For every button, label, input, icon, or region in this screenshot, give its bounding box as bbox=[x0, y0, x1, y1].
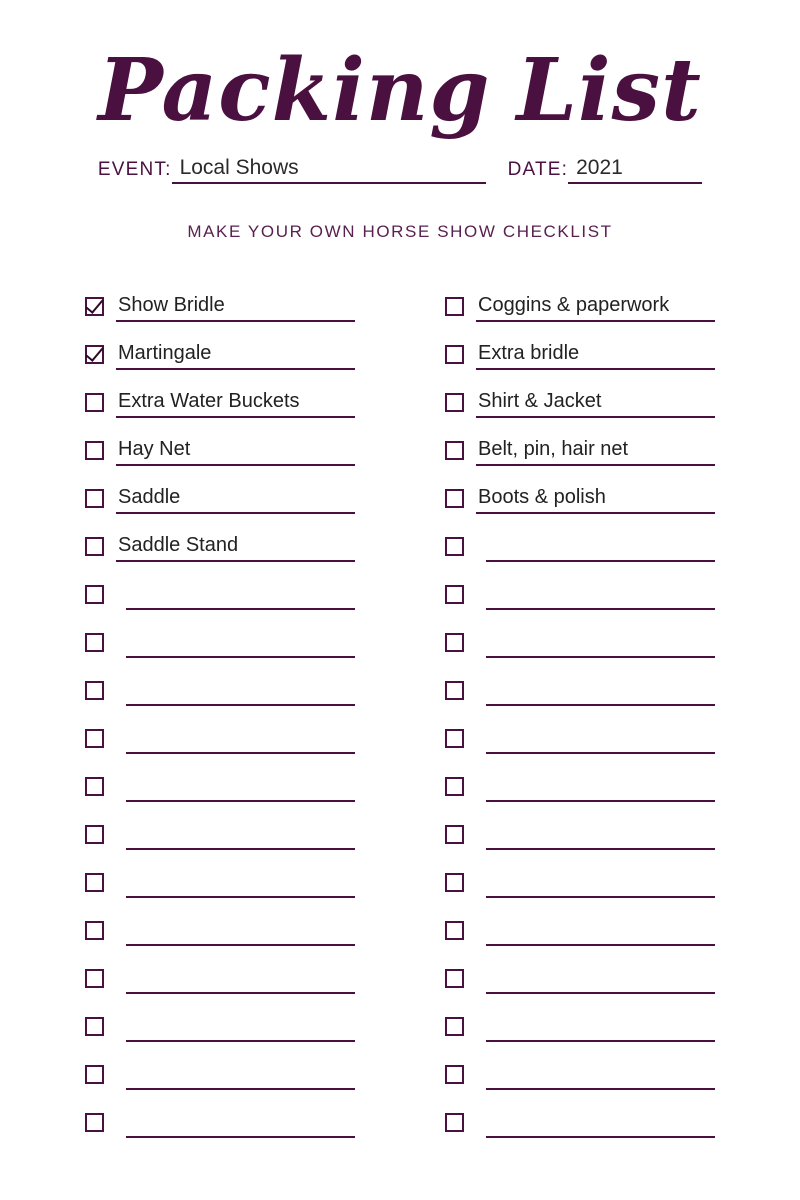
checklist-item-line[interactable] bbox=[126, 1062, 355, 1090]
checklist-item-line[interactable] bbox=[126, 726, 355, 754]
checklist-item-label: Saddle bbox=[118, 486, 181, 509]
checklist-item-label: Belt, pin, hair net bbox=[478, 438, 629, 461]
checkbox-icon[interactable] bbox=[445, 1113, 464, 1132]
checklist-item-line[interactable] bbox=[486, 630, 715, 658]
page-title-word-packing: Packing bbox=[98, 40, 491, 141]
checkbox-icon[interactable] bbox=[445, 393, 464, 412]
checkbox-icon[interactable] bbox=[445, 729, 464, 748]
checklist-item-label: Hay Net bbox=[118, 438, 191, 461]
checklist-item[interactable] bbox=[85, 466, 355, 514]
checklist-item-line[interactable] bbox=[486, 534, 715, 562]
checklist-item[interactable] bbox=[85, 706, 355, 754]
checklist-item-line[interactable] bbox=[486, 870, 715, 898]
checklist-item-line[interactable] bbox=[476, 341, 715, 370]
checklist-item-label bbox=[126, 702, 128, 704]
checkbox-icon[interactable] bbox=[85, 537, 104, 556]
checklist-column-left bbox=[85, 274, 355, 1138]
checklist-item-label bbox=[126, 1134, 128, 1136]
checklist-item-line[interactable] bbox=[486, 918, 715, 946]
checklist-item-line[interactable] bbox=[486, 774, 715, 802]
meta-row bbox=[0, 156, 800, 184]
checklist-item[interactable] bbox=[445, 754, 715, 802]
page-title bbox=[0, 0, 800, 141]
checkbox-checked-icon[interactable] bbox=[85, 345, 104, 364]
checkbox-icon[interactable] bbox=[445, 777, 464, 796]
checkbox-icon[interactable] bbox=[85, 393, 104, 412]
checklist-item-line[interactable] bbox=[476, 293, 715, 322]
checklist-item-label: Boots & polish bbox=[478, 486, 606, 509]
checklist-item[interactable] bbox=[445, 850, 715, 898]
checklist-item-line[interactable] bbox=[116, 293, 355, 322]
checklist-item-label bbox=[486, 654, 488, 656]
checklist-item[interactable] bbox=[85, 802, 355, 850]
event-field[interactable]: Local Shows bbox=[172, 156, 486, 184]
checklist-item-line[interactable] bbox=[116, 485, 355, 514]
checkbox-icon[interactable] bbox=[445, 921, 464, 940]
checkbox-icon[interactable] bbox=[85, 825, 104, 844]
checklist-item-line[interactable] bbox=[126, 774, 355, 802]
checklist-item-label bbox=[126, 1038, 128, 1040]
checklist-item-label bbox=[486, 1086, 488, 1088]
checklist-item[interactable] bbox=[445, 322, 715, 370]
checklist-item-line[interactable] bbox=[486, 1062, 715, 1090]
checklist-item-label: Extra bridle bbox=[478, 342, 580, 365]
checklist-item[interactable] bbox=[85, 1042, 355, 1090]
checklist-item[interactable] bbox=[445, 802, 715, 850]
checkbox-icon[interactable] bbox=[445, 633, 464, 652]
checkbox-icon[interactable] bbox=[445, 585, 464, 604]
checklist-item-label bbox=[126, 606, 128, 608]
checkbox-icon[interactable] bbox=[85, 1113, 104, 1132]
checklist-item[interactable] bbox=[445, 562, 715, 610]
checklist-item-label: Extra Water Buckets bbox=[118, 390, 300, 413]
checklist-item[interactable] bbox=[85, 610, 355, 658]
checklist-item[interactable] bbox=[445, 274, 715, 322]
checklist-item-line[interactable] bbox=[116, 533, 355, 562]
subtitle: MAKE YOUR OWN HORSE SHOW CHECKLIST bbox=[187, 222, 613, 242]
checklist-item-line[interactable] bbox=[486, 822, 715, 850]
checklist-item-line[interactable] bbox=[116, 389, 355, 418]
checkbox-icon[interactable] bbox=[85, 777, 104, 796]
checklist-item-line[interactable] bbox=[476, 389, 715, 418]
checklist-item-line[interactable] bbox=[126, 1110, 355, 1138]
checkbox-icon[interactable] bbox=[445, 825, 464, 844]
checkbox-icon[interactable] bbox=[85, 681, 104, 700]
page-title-word-list: List bbox=[516, 40, 702, 141]
checkbox-icon[interactable] bbox=[445, 1065, 464, 1084]
checklist-item-label bbox=[126, 942, 128, 944]
checkbox-icon[interactable] bbox=[445, 297, 464, 316]
checklist-item-label bbox=[126, 750, 128, 752]
checklist-item[interactable] bbox=[85, 322, 355, 370]
checklist-item-line[interactable] bbox=[486, 966, 715, 994]
checkbox-icon[interactable] bbox=[85, 969, 104, 988]
checklist-item-label bbox=[486, 702, 488, 704]
checkbox-icon[interactable] bbox=[445, 489, 464, 508]
checkbox-icon[interactable] bbox=[85, 585, 104, 604]
checklist-item[interactable] bbox=[85, 850, 355, 898]
checkbox-icon[interactable] bbox=[445, 441, 464, 460]
checklist-item-line[interactable] bbox=[126, 918, 355, 946]
checklist-item-label bbox=[126, 990, 128, 992]
checklist-item[interactable] bbox=[445, 706, 715, 754]
checklist-item[interactable] bbox=[85, 370, 355, 418]
checklist-item-line[interactable] bbox=[116, 341, 355, 370]
date-label: DATE: bbox=[507, 159, 569, 181]
checklist-item-line[interactable] bbox=[116, 437, 355, 466]
checkbox-icon[interactable] bbox=[445, 537, 464, 556]
checklist-item-line[interactable] bbox=[126, 1014, 355, 1042]
checklist-item-line[interactable] bbox=[476, 437, 715, 466]
checklist-item[interactable] bbox=[85, 658, 355, 706]
checklist-item-line[interactable] bbox=[476, 485, 715, 514]
checklist-item-label bbox=[486, 1038, 488, 1040]
checkbox-icon[interactable] bbox=[85, 1065, 104, 1084]
checklist-item-label bbox=[486, 558, 488, 560]
checkbox-checked-icon[interactable] bbox=[85, 297, 104, 316]
checkbox-icon[interactable] bbox=[85, 633, 104, 652]
checklist-item-label bbox=[126, 894, 128, 896]
checklist-item-label bbox=[126, 1086, 128, 1088]
checklist-item[interactable] bbox=[445, 418, 715, 466]
checklist-item-label bbox=[486, 990, 488, 992]
checklist-item[interactable] bbox=[85, 898, 355, 946]
checklist-item-label bbox=[486, 846, 488, 848]
checklist-item-label: Martingale bbox=[118, 342, 212, 365]
checklist-item-line[interactable] bbox=[126, 630, 355, 658]
checklist-item-line[interactable] bbox=[486, 678, 715, 706]
checkbox-icon[interactable] bbox=[445, 873, 464, 892]
checklist-item-line[interactable] bbox=[126, 822, 355, 850]
checklist-item-line[interactable] bbox=[486, 1110, 715, 1138]
checklist-column-right bbox=[445, 274, 715, 1138]
checklist-item[interactable] bbox=[445, 1042, 715, 1090]
checklist-item-line[interactable] bbox=[486, 582, 715, 610]
checkbox-icon[interactable] bbox=[445, 681, 464, 700]
checklist-columns bbox=[0, 274, 800, 1138]
checklist-item-label bbox=[486, 1134, 488, 1136]
checklist-item[interactable] bbox=[445, 610, 715, 658]
checkbox-icon[interactable] bbox=[85, 873, 104, 892]
checklist-item-label bbox=[486, 798, 488, 800]
checklist-item-label bbox=[486, 942, 488, 944]
checklist-item-label bbox=[486, 750, 488, 752]
checklist-item-label bbox=[126, 654, 128, 656]
checkbox-icon[interactable] bbox=[85, 1017, 104, 1036]
checklist-item-label bbox=[486, 894, 488, 896]
checklist-item[interactable] bbox=[445, 994, 715, 1042]
checklist-item-label: Show Bridle bbox=[118, 294, 225, 317]
checklist-item-line[interactable] bbox=[486, 726, 715, 754]
checklist-item[interactable] bbox=[85, 1090, 355, 1138]
checklist-item[interactable] bbox=[445, 1090, 715, 1138]
checklist-item-line[interactable] bbox=[126, 966, 355, 994]
checklist-item-label: Coggins & paperwork bbox=[478, 294, 670, 317]
checkbox-icon[interactable] bbox=[85, 729, 104, 748]
checklist-item[interactable] bbox=[445, 466, 715, 514]
checklist-item[interactable] bbox=[85, 754, 355, 802]
checkbox-icon[interactable] bbox=[85, 489, 104, 508]
checklist-item[interactable] bbox=[85, 418, 355, 466]
checklist-item[interactable] bbox=[85, 274, 355, 322]
checklist-item-label: Shirt & Jacket bbox=[478, 390, 602, 413]
checkbox-icon[interactable] bbox=[85, 921, 104, 940]
event-label: EVENT: bbox=[97, 159, 172, 181]
checklist-item-line[interactable] bbox=[126, 870, 355, 898]
checklist-item[interactable] bbox=[445, 946, 715, 994]
checklist-item[interactable] bbox=[85, 946, 355, 994]
date-field[interactable]: 2021 bbox=[568, 156, 702, 184]
checklist-item-line[interactable] bbox=[486, 1014, 715, 1042]
checkbox-icon[interactable] bbox=[445, 345, 464, 364]
checklist-item-label bbox=[126, 846, 128, 848]
checklist-item[interactable] bbox=[85, 994, 355, 1042]
checklist-item[interactable] bbox=[445, 370, 715, 418]
checkbox-icon[interactable] bbox=[445, 1017, 464, 1036]
checklist-item-label: Saddle Stand bbox=[118, 534, 239, 557]
checklist-item[interactable] bbox=[445, 658, 715, 706]
checklist-item[interactable] bbox=[85, 514, 355, 562]
checklist-item-label bbox=[486, 606, 488, 608]
checklist-item[interactable] bbox=[85, 562, 355, 610]
checklist-item[interactable] bbox=[445, 514, 715, 562]
checklist-item-line[interactable] bbox=[126, 582, 355, 610]
checklist-item-label bbox=[126, 798, 128, 800]
checkbox-icon[interactable] bbox=[445, 969, 464, 988]
checklist-item-line[interactable] bbox=[126, 678, 355, 706]
checkbox-icon[interactable] bbox=[85, 441, 104, 460]
checklist-item[interactable] bbox=[445, 898, 715, 946]
